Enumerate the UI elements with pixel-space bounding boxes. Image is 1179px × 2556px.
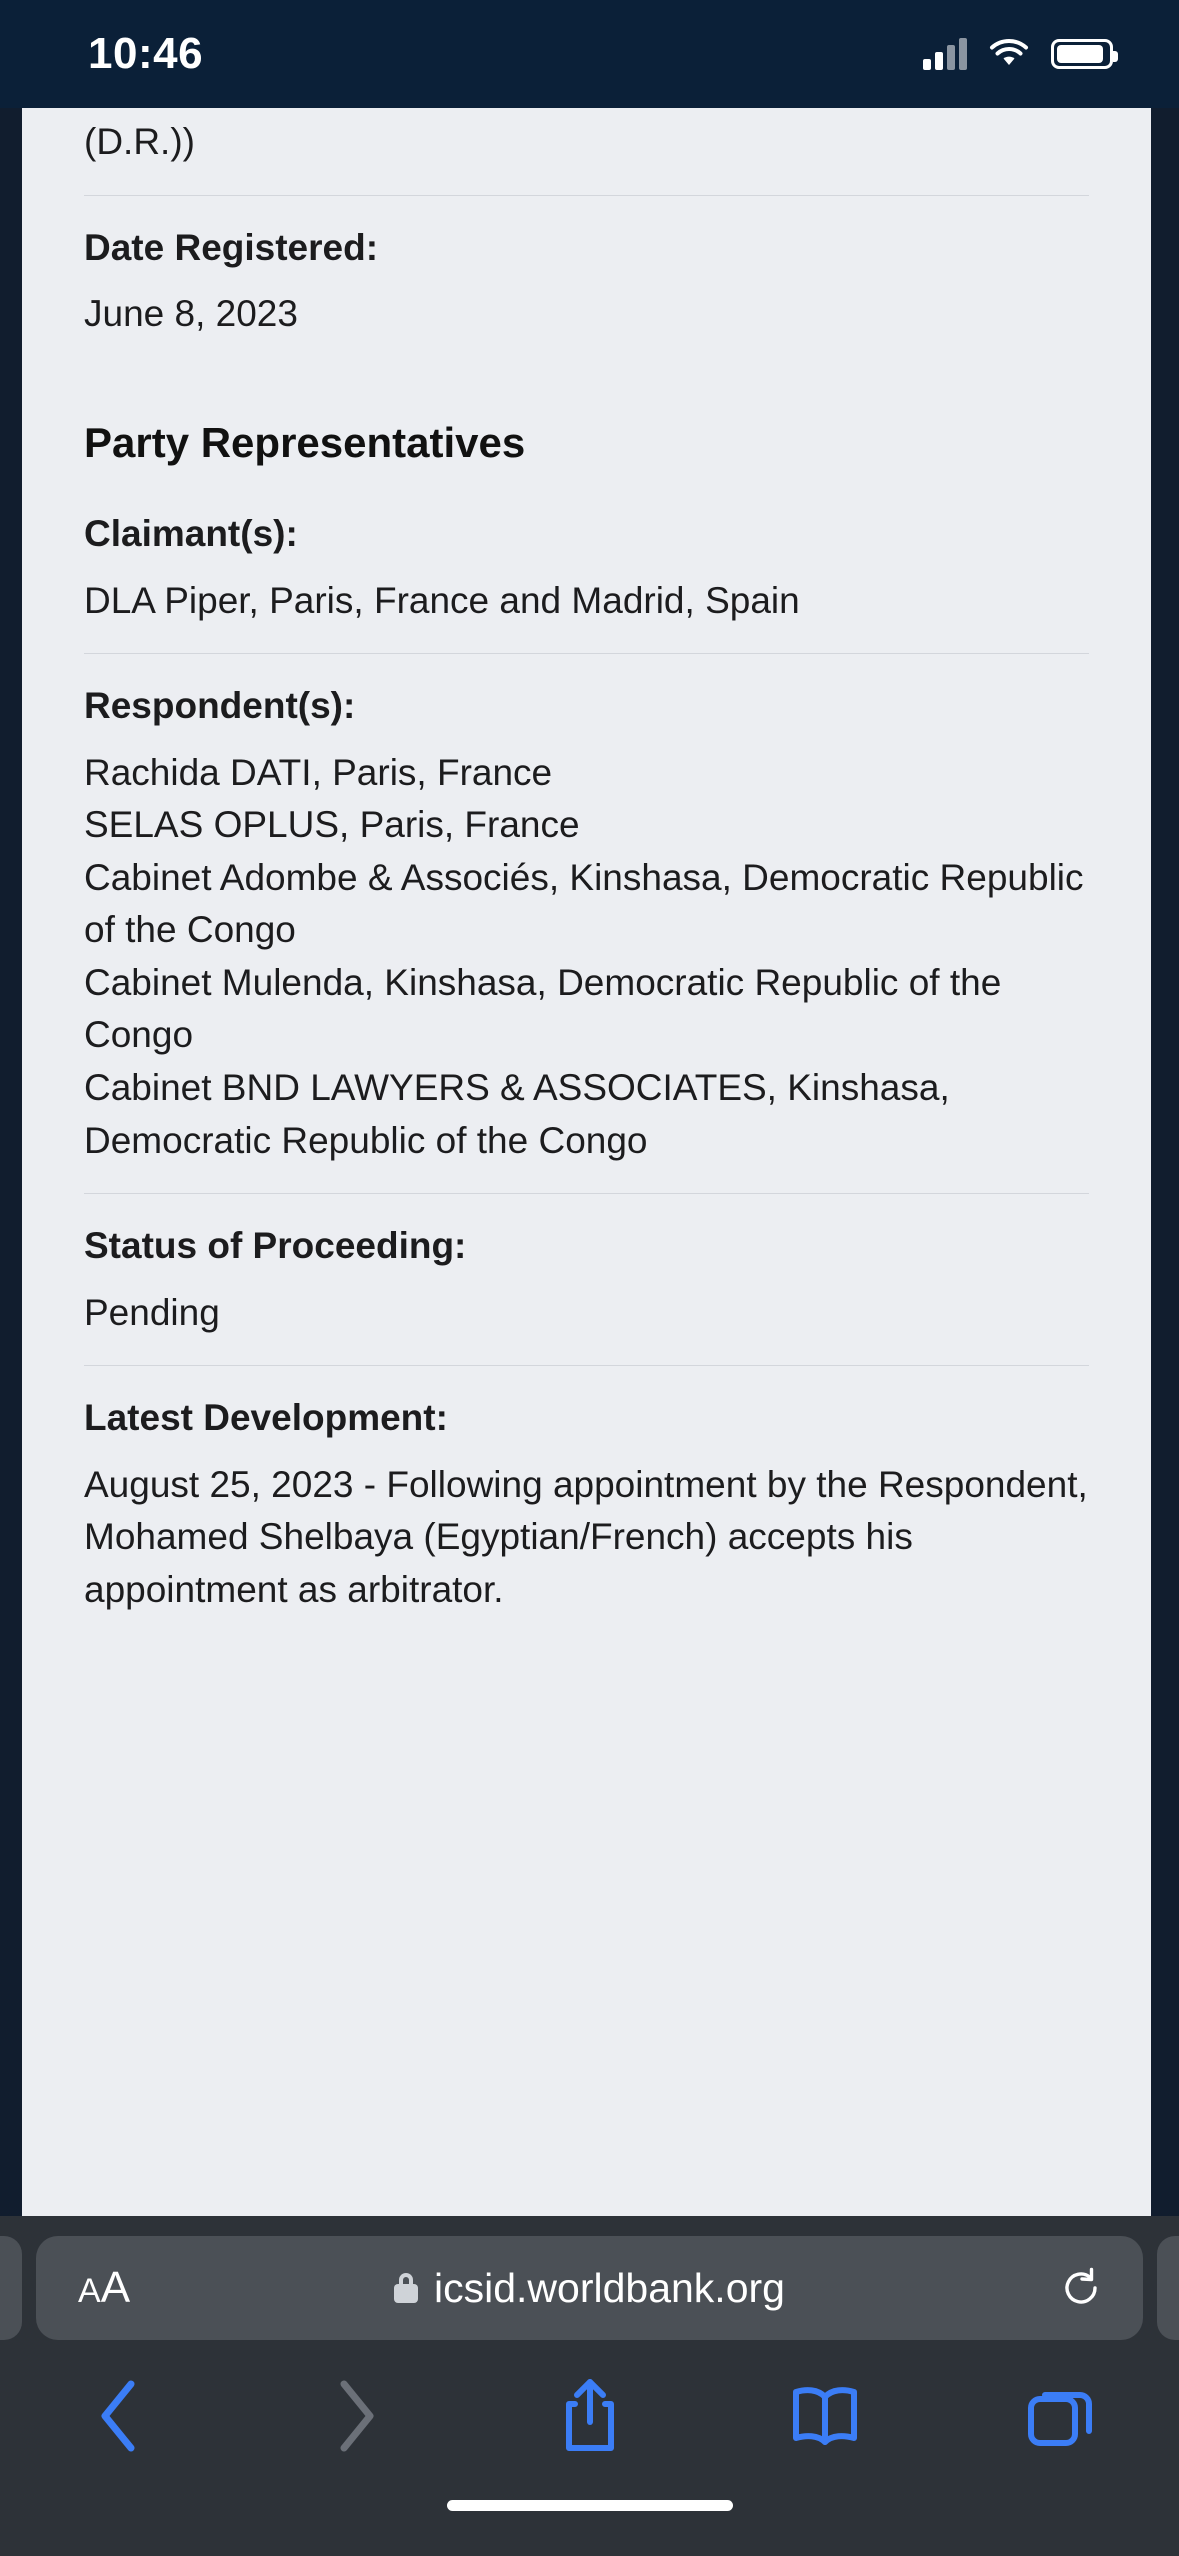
orphan-text: (D.R.)) <box>84 121 195 162</box>
web-content-area[interactable] <box>0 108 1179 2216</box>
respondent-line: Rachida DATI, Paris, France <box>84 751 553 793</box>
respondent-line: Cabinet Mulenda, Kinshasa, Democratic Republic of the Congo <box>84 961 1002 1056</box>
browser-toolbar <box>0 2356 1179 2486</box>
respondent-line: SELAS OPLUS, Paris, France <box>84 804 580 846</box>
previous-tab-peek[interactable] <box>0 2236 22 2340</box>
field-label: Latest Development: <box>84 1397 448 1439</box>
tabs-icon[interactable] <box>1015 2371 1105 2461</box>
book-icon[interactable] <box>780 2371 870 2461</box>
status-bar <box>0 0 1179 108</box>
home-indicator[interactable] <box>447 2500 733 2511</box>
field-date-registered <box>84 196 1089 367</box>
field-value <box>84 747 1089 1167</box>
text-size-large-label: A <box>100 2263 130 2312</box>
reload-icon[interactable] <box>1059 2266 1103 2310</box>
field-latest-development <box>84 1366 1089 1642</box>
text-size-small-label: A <box>78 2272 100 2310</box>
status-icon-group <box>923 38 1113 70</box>
field-label: Date Registered: <box>84 226 379 268</box>
field-value: Pending <box>84 1291 220 1333</box>
respondent-line: Cabinet BND LAWYERS & ASSOCIATES, Kinshasa, Democratic Republic of the Congo <box>84 1067 950 1161</box>
field-value: August 25, 2023 - Following appointment by the Respondent, Mohamed Shelbaya (Egyptian/French) accepts his appointment as arbitrator. <box>84 1463 1088 1610</box>
field-label: Respondent(s): <box>84 685 356 727</box>
address-bar[interactable] <box>36 2236 1143 2340</box>
forward-chevron-icon <box>309 2371 399 2461</box>
wifi-icon <box>989 39 1029 69</box>
share-icon[interactable] <box>545 2371 635 2461</box>
back-chevron-icon[interactable] <box>74 2371 164 2461</box>
field-claimants <box>84 482 1089 653</box>
field-status-of-proceeding <box>84 1194 1089 1365</box>
icsid-case-details <box>22 108 1151 1642</box>
field-label: Status of Proceeding: <box>84 1225 467 1267</box>
lock-icon <box>394 2273 418 2303</box>
section-heading: Party Representatives <box>84 418 526 466</box>
browser-bottom-bar <box>0 2216 1179 2556</box>
field-label: Claimant(s): <box>84 513 298 555</box>
respondent-line: Cabinet Adombe & Associés, Kinshasa, Democratic Republic of the Congo <box>84 856 1084 951</box>
field-value: June 8, 2023 <box>84 293 298 335</box>
text-size-button[interactable] <box>78 2263 129 2313</box>
url-text: icsid.worldbank.org <box>434 2264 785 2311</box>
battery-icon <box>1051 39 1113 69</box>
home-indicator-area <box>0 2486 1179 2556</box>
next-tab-peek[interactable] <box>1157 2236 1179 2340</box>
field-respondents <box>84 654 1089 1193</box>
url-bar-row <box>0 2216 1179 2356</box>
cellular-signal-icon <box>923 38 967 70</box>
field-value: DLA Piper, Paris, France and Madrid, Spain <box>84 579 800 621</box>
status-time: 10:46 <box>88 29 204 78</box>
